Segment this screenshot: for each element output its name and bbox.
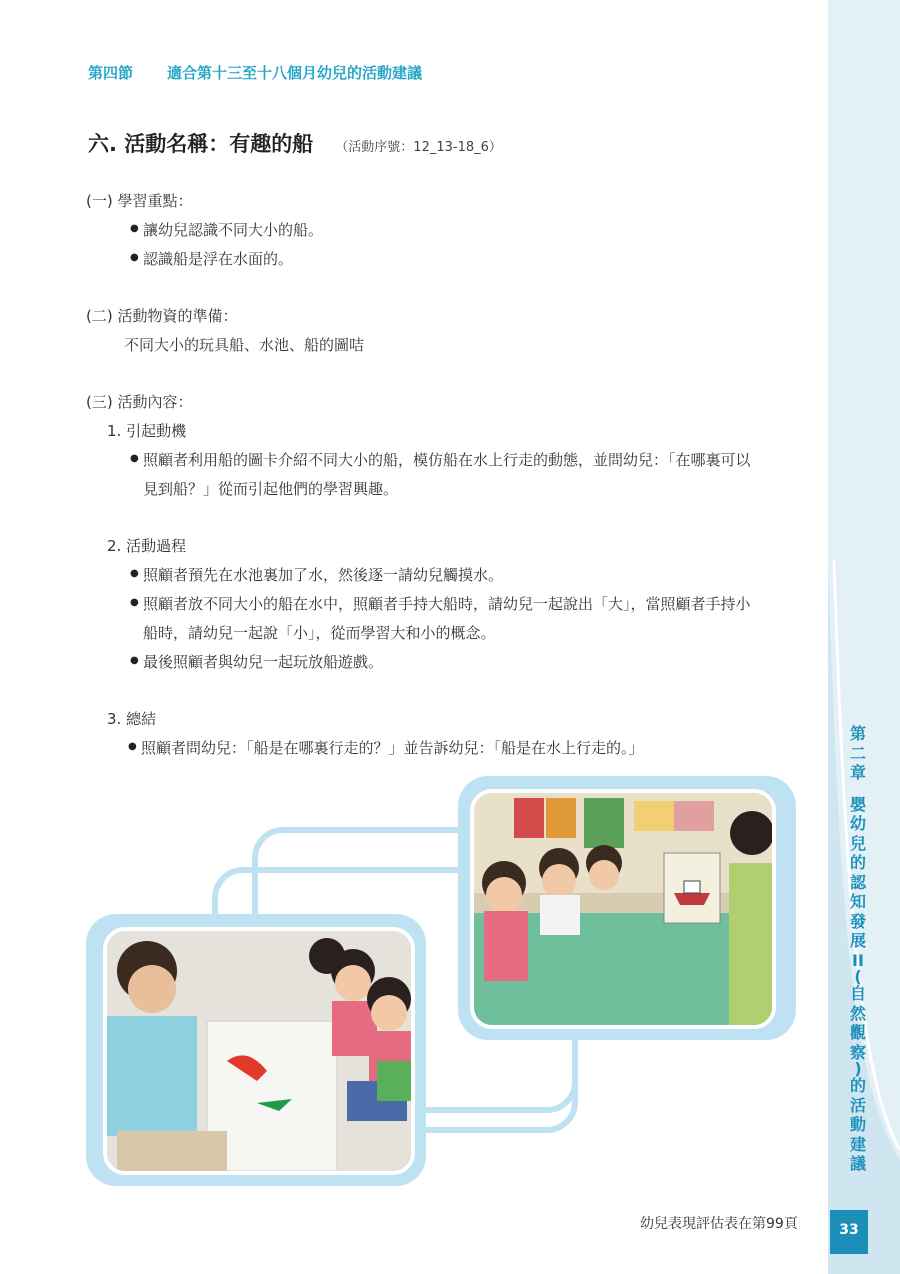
step3-bullet-1: ● 照顧者問幼兒：「船是在哪裏行走的？」並告訴幼兒：「船是在水上行走的。」 xyxy=(141,737,644,758)
activity-title xyxy=(88,128,502,158)
photo-classroom-picture-card xyxy=(470,789,776,1029)
step2-bullet-2: ● 照顧者放不同大小的船在水中，照顧者手持大船時，請幼兒一起說出「大」，當照顧者手持小 xyxy=(143,593,751,614)
part2-heading: (二) 活動物資的準備： xyxy=(86,307,238,325)
part1-heading: (一) 學習重點： xyxy=(86,192,193,210)
chapter-title-char: 知 xyxy=(849,892,866,911)
section-title: 適合第十三至十八個月幼兒的活動建議 xyxy=(167,64,423,82)
step2-bullet-3: ● 最後照顧者與幼兒一起玩放船遊戲。 xyxy=(143,651,383,672)
activity-serial: （活動序號：12_13-18_6） xyxy=(335,140,502,155)
chapter-title-char: 的 xyxy=(849,1076,866,1095)
chapter-title-char: 自 xyxy=(849,984,866,1003)
step3-label: 3. 總結 xyxy=(107,710,157,728)
chapter-title-char: 察 xyxy=(849,1042,866,1062)
activity-name: 六. 活動名稱：有趣的船 xyxy=(88,132,314,156)
chapter-title-char: 幼 xyxy=(849,814,866,833)
step1-bullet-1: ● 照顧者利用船的圖卡介紹不同大小的船，模仿船在水上行走的動態，並問幼兒：「在哪裏可以 xyxy=(143,449,751,470)
chapter-title-char: 兒 xyxy=(849,833,866,853)
chapter-title-char: 認 xyxy=(849,872,866,892)
chapter-title-char: 的 xyxy=(849,853,866,872)
photo-children-water-tub xyxy=(103,927,415,1175)
chapter-title-vertical xyxy=(846,724,870,1174)
part2-materials: 不同大小的玩具船、水池、船的圖咭 xyxy=(124,336,365,354)
chapter-title-char: 建 xyxy=(849,1134,866,1154)
chapter-title-char: 章 xyxy=(849,763,866,782)
part3-heading: (三) 活動內容： xyxy=(86,393,193,411)
part1-bullet-1: ● 讓幼兒認識不同大小的船。 xyxy=(143,219,323,240)
chapter-title-char: 議 xyxy=(849,1154,866,1173)
assessment-reference-note: 幼兒表現評估表在第99頁 xyxy=(640,1216,798,1232)
chapter-title-char: 活 xyxy=(849,1095,866,1115)
section-number: 第四節 xyxy=(88,64,134,82)
chapter-title-char: 然 xyxy=(849,1003,866,1023)
chapter-title-char: 展 xyxy=(849,931,866,950)
chapter-title-char: 第 xyxy=(849,724,866,743)
step2-label: 2. 活動過程 xyxy=(107,537,187,555)
chapter-title-char xyxy=(846,783,870,795)
chapter-title-char: 嬰 xyxy=(849,794,866,814)
part1-bullet-2: ● 認識船是浮在水面的。 xyxy=(143,248,293,269)
step1-bullet-1-cont: 見到船？」從而引起他們的學習興趣。 xyxy=(143,480,399,498)
water-play-scene-illustration xyxy=(107,931,415,1175)
chapter-title-char: 觀 xyxy=(849,1023,866,1042)
page-number: 33 xyxy=(839,1222,859,1238)
chapter-title-char: 動 xyxy=(849,1115,866,1134)
chapter-title-char: ) xyxy=(854,1059,862,1078)
step2-bullet-2-cont: 船時，請幼兒一起說「小」，從而學習大和小的概念。 xyxy=(143,624,496,642)
step2-bullet-1: ● 照顧者預先在水池裏加了水，然後逐一請幼兒觸摸水。 xyxy=(143,564,503,585)
chapter-title-char: 發 xyxy=(849,911,866,931)
chapter-title-char: II xyxy=(852,950,864,970)
step1-label: 1. 引起動機 xyxy=(107,422,187,440)
chapter-title-char: 二 xyxy=(849,743,866,763)
chapter-title-char: ( xyxy=(854,967,862,986)
section-header xyxy=(88,62,422,83)
classroom-scene-illustration xyxy=(474,793,776,1029)
